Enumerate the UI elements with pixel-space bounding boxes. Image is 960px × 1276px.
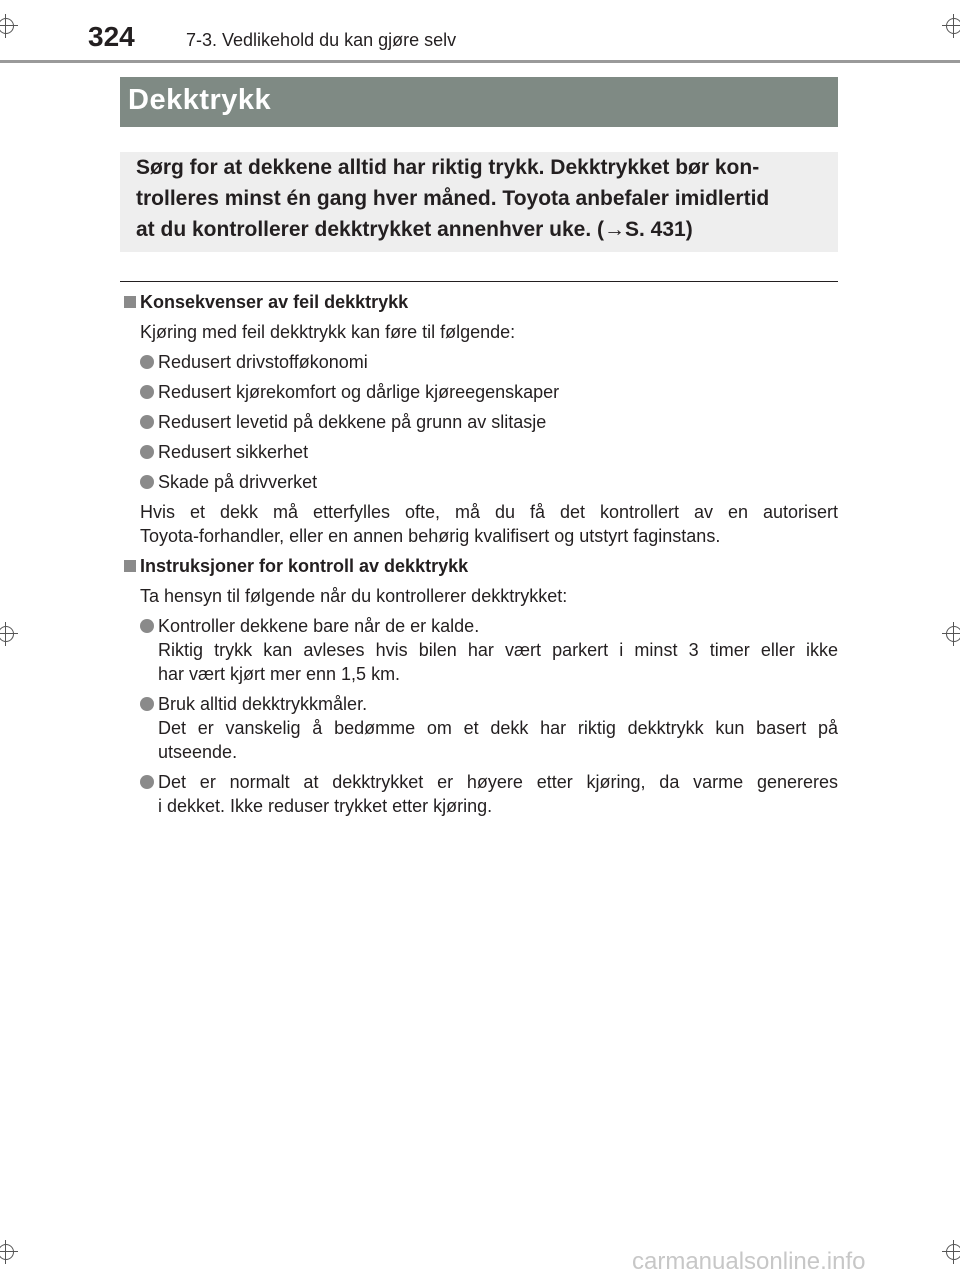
watermark: carmanualsonline.info [632,1248,866,1275]
list-item-text: Redusert levetid på dekkene på grunn av slitasje [158,412,547,432]
note-line: Hvis et dekk må etterfylles ofte, må du få det kontrollert av en autorisert [140,502,838,522]
list-item [120,614,838,686]
list-item [120,380,838,404]
section-heading-consequences [120,290,838,314]
section-heading-text: Konsekvenser av feil dekktrykk [140,292,409,312]
square-bullet-icon [124,296,136,308]
list-item-text: Riktig trykk kan avleses hvis bilen har vært parkert i minst 3 timer eller ikke [158,640,838,660]
list-item [120,470,838,494]
intro-line: at du kontrollerer dekktrykket annenhver uke. (→S. 431) [136,218,693,241]
title-bar [120,77,838,127]
page-title: Dekktrykk [128,84,272,116]
header-rule [0,60,960,63]
circle-bullet-icon [140,355,154,369]
section-reference: 7-3. Vedlikehold du kan gjøre selv [186,30,457,50]
list-item [120,350,838,374]
intro-text [120,152,838,245]
list-item-text: Det er vanskelig å bedømme om et dekk har riktig dekktrykk kun basert på [158,718,838,738]
section-divider [120,281,838,282]
list-item-text: Kontroller dekkene bare når de er kalde. [158,616,480,636]
list-item-text: Bruk alltid dekktrykkmåler. [158,694,368,714]
list-item-text: Redusert kjørekomfort og dårlige kjøreegenskaper [158,382,560,402]
note-line: Toyota-forhandler, eller en annen behørig kvalifisert og utstyrt faginstans. [140,526,721,546]
page-number: 324 [88,21,135,52]
square-bullet-icon [124,560,136,572]
circle-bullet-icon [140,475,154,489]
list-item [120,770,838,818]
list-item [120,410,838,434]
crop-mark-mid-left [0,622,18,646]
section-heading-instructions [120,554,838,578]
crop-mark-top-left [0,14,18,38]
list-item-text: i dekket. Ikke reduser trykket etter kjøring. [158,796,493,816]
section-note [120,500,838,548]
intro-line: trolleres minst én gang hver måned. Toyota anbefaler imidlertid [136,187,770,210]
intro-box [120,152,838,252]
crop-mark-bottom-left [0,1240,18,1264]
section-lead: Kjøring med feil dekktrykk kan føre til følgende: [140,322,516,342]
circle-bullet-icon [140,697,154,711]
crop-mark-bottom-right [942,1240,960,1264]
list-item-text: Skade på drivverket [158,472,318,492]
main-content [120,290,838,818]
crop-mark-top-right [942,14,960,38]
section-lead: Ta hensyn til følgende når du kontrollerer dekktrykket: [140,586,568,606]
list-item-text: Det er normalt at dekktrykket er høyere etter kjøring, da varme genereres [158,772,838,792]
list-item-text: har vært kjørt mer enn 1,5 km. [158,664,401,684]
circle-bullet-icon [140,619,154,633]
circle-bullet-icon [140,385,154,399]
list-item-text: utseende. [158,742,238,762]
list-item-text: Redusert drivstofføkonomi [158,352,368,372]
section-heading-text: Instruksjoner for kontroll av dekktrykk [140,556,469,576]
circle-bullet-icon [140,445,154,459]
list-item-text: Redusert sikkerhet [158,442,309,462]
crop-mark-mid-right [942,622,960,646]
circle-bullet-icon [140,415,154,429]
list-item [120,692,838,764]
intro-line: Sørg for at dekkene alltid har riktig trykk. Dekktrykket bør kon- [136,156,760,179]
circle-bullet-icon [140,775,154,789]
list-item [120,440,838,464]
